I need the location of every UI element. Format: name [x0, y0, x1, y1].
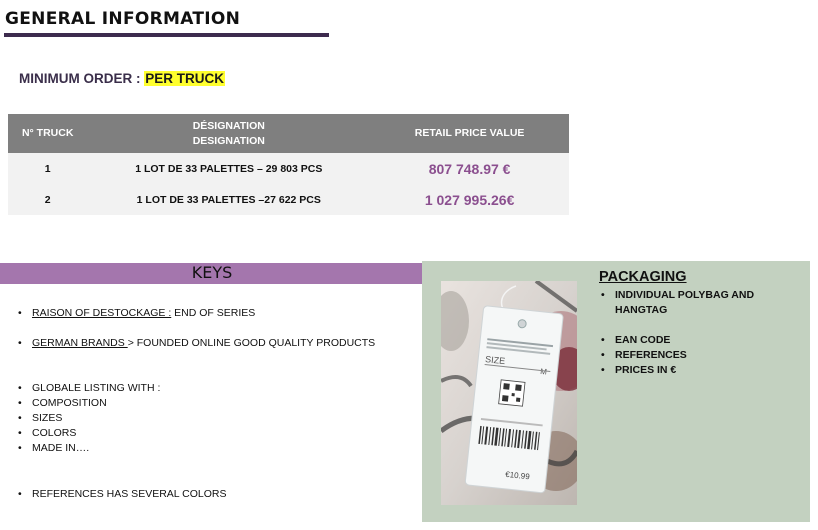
hangtag-photo-illustration [441, 281, 577, 505]
references-text: REFERENCES HAS SEVERAL COLORS [32, 488, 227, 500]
header-designation-en: DESIGNATION [192, 134, 265, 147]
bullet-icon: • [601, 289, 605, 301]
pack-references-text: REFERENCES [615, 349, 687, 361]
key-item-colors [18, 427, 76, 439]
bullet-icon: • [18, 427, 22, 439]
bullet-icon: • [18, 397, 22, 409]
key-item-brands [18, 337, 375, 349]
colors-text: COLORS [32, 427, 77, 439]
bullet-icon: • [601, 349, 605, 361]
table-row [8, 153, 569, 184]
bullet-icon: • [18, 412, 22, 424]
sizes-text: SIZES [32, 412, 63, 424]
hangtag-photo [441, 281, 577, 505]
key-item-raison [18, 307, 255, 319]
cell-designation: 1 LOT DE 33 PALETTES – 29 803 PCS [87, 153, 370, 184]
tag-size-value: M [539, 366, 548, 377]
cell-price: 1 027 995.26€ [370, 184, 569, 215]
raison-value: END OF SERIES [171, 307, 256, 319]
cell-truck: 1 [8, 153, 87, 184]
composition-text: COMPOSITION [32, 397, 107, 409]
packaging-item-ean [601, 334, 670, 346]
title-underline [4, 33, 329, 37]
packaging-item-prices [601, 364, 676, 376]
header-designation [87, 114, 370, 153]
key-item-made-in [18, 442, 89, 454]
tag-price: €10.99 [504, 469, 531, 482]
minimum-order-value: PER TRUCK [145, 71, 225, 86]
bullet-icon: • [18, 488, 22, 500]
bullet-icon: • [18, 307, 22, 319]
packaging-title: PACKAGING [599, 269, 687, 285]
cell-price: 807 748.97 € [370, 153, 569, 184]
listing-text: GLOBALE LISTING WITH : [32, 382, 161, 394]
prices-text: PRICES IN € [615, 364, 677, 376]
bullet-icon: • [18, 382, 22, 394]
made-in-text: MADE IN…. [32, 442, 90, 454]
bullet-icon: • [18, 337, 22, 349]
header-truck: N° TRUCK [8, 114, 87, 153]
polybag-text: INDIVIDUAL POLYBAG AND [615, 289, 755, 301]
brands-value: > FOUNDED ONLINE GOOD QUALITY PRODUCTS [127, 337, 376, 349]
bullet-icon: • [601, 364, 605, 376]
raison-label: RAISON OF DESTOCKAGE : [32, 307, 172, 319]
bullet-icon: • [18, 442, 22, 454]
minimum-order-label: MINIMUM ORDER : [19, 71, 145, 86]
bullet-icon: • [601, 334, 605, 346]
header-designation-fr: DÉSIGNATION [192, 119, 265, 132]
cell-designation: 1 LOT DE 33 PALETTES –27 622 PCS [87, 184, 370, 215]
key-item-sizes [18, 412, 62, 424]
table-header-row [8, 114, 569, 153]
brands-label: GERMAN BRANDS [32, 337, 128, 349]
ean-text: EAN CODE [615, 334, 671, 346]
page-title: GENERAL INFORMATION [5, 9, 241, 29]
tag-size-label: SIZE [484, 354, 506, 367]
key-item-listing [18, 382, 160, 394]
truck-table [8, 114, 569, 215]
packaging-item-hangtag: HANGTAG [615, 304, 668, 316]
minimum-order [19, 71, 225, 86]
header-price: RETAIL PRICE VALUE [370, 114, 569, 153]
packaging-item-references [601, 349, 687, 361]
packaging-item-polybag [601, 289, 754, 301]
key-item-composition [18, 397, 107, 409]
key-item-references [18, 488, 227, 500]
keys-title: KEYS [191, 263, 233, 282]
cell-truck: 2 [8, 184, 87, 215]
table-row [8, 184, 569, 215]
